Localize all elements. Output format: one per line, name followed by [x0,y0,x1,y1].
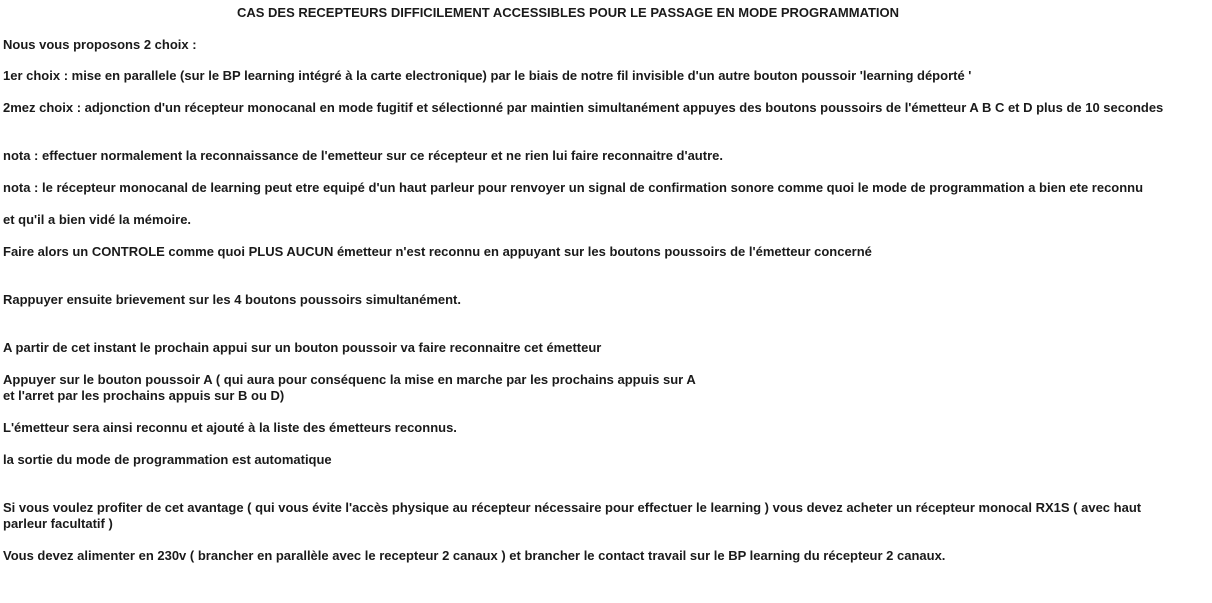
document-title: CAS DES RECEPTEURS DIFFICILEMENT ACCESSIBLES POUR LE PASSAGE EN MODE PROGRAMMATION [236,5,900,20]
exit-mode-paragraph: la sortie du mode de programmation est automatique [3,452,332,467]
advantage-continuation: parleur facultatif ) [3,516,113,531]
power-supply-paragraph: Vous devez alimenter en 230v ( brancher en parallèle avec le recepteur 2 canaux ) et brancher le contact travail sur le BP learning du récepteur 2 canaux. [3,548,946,563]
press-button-a-paragraph: Appuyer sur le bouton poussoir A ( qui aura pour conséquenc la mise en marche par les prochains appuis sur A [3,372,696,387]
note-speaker-continuation: et qu'il a bien vidé la mémoire. [3,212,192,227]
next-press-paragraph: A partir de cet instant le prochain appui sur un bouton poussoir va faire reconnaitre cet émetteur [3,340,602,355]
press-button-a-continuation: et l'arret par les prochains appuis sur B ou D) [3,388,285,403]
first-choice-paragraph: 1er choix : mise en parallele (sur le BP learning intégré à la carte electronique) par le biais de notre fil invisible d'un autre bouton poussoir 'learning déporté ' [3,68,972,83]
press-again-paragraph: Rappuyer ensuite brievement sur les 4 boutons poussoirs simultanément. [3,292,462,307]
second-choice-paragraph: 2mez choix : adjonction d'un récepteur monocanal en mode fugitif et sélectionné par maintien simultanément appuyes des boutons poussoirs de l'émetteur A B C et D plus de 10 secondes [3,100,1164,115]
control-paragraph: Faire alors un CONTROLE comme quoi PLUS AUCUN émetteur n'est reconnu en appuyant sur les boutons poussoirs de l'émetteur concerné [3,244,872,259]
note-recognition-paragraph: nota : effectuer normalement la reconnaissance de l'emetteur sur ce récepteur et ne rien lui faire reconnaitre d'autre. [3,148,723,163]
note-speaker-paragraph: nota : le récepteur monocanal de learning peut etre equipé d'un haut parleur pour renvoyer un signal de confirmation sonore comme quoi le mode de programmation a bien ete reconnu [3,180,1144,195]
intro-paragraph: Nous vous proposons 2 choix : [3,37,197,52]
advantage-paragraph: Si vous voulez profiter de cet avantage ( qui vous évite l'accès physique au récepteur nécessaire pour effectuer le learning ) vous devez acheter un récepteur monocal RX1S ( avec haut [3,500,1142,515]
recognized-paragraph: L'émetteur sera ainsi reconnu et ajouté à la liste des émetteurs reconnus. [3,420,457,435]
